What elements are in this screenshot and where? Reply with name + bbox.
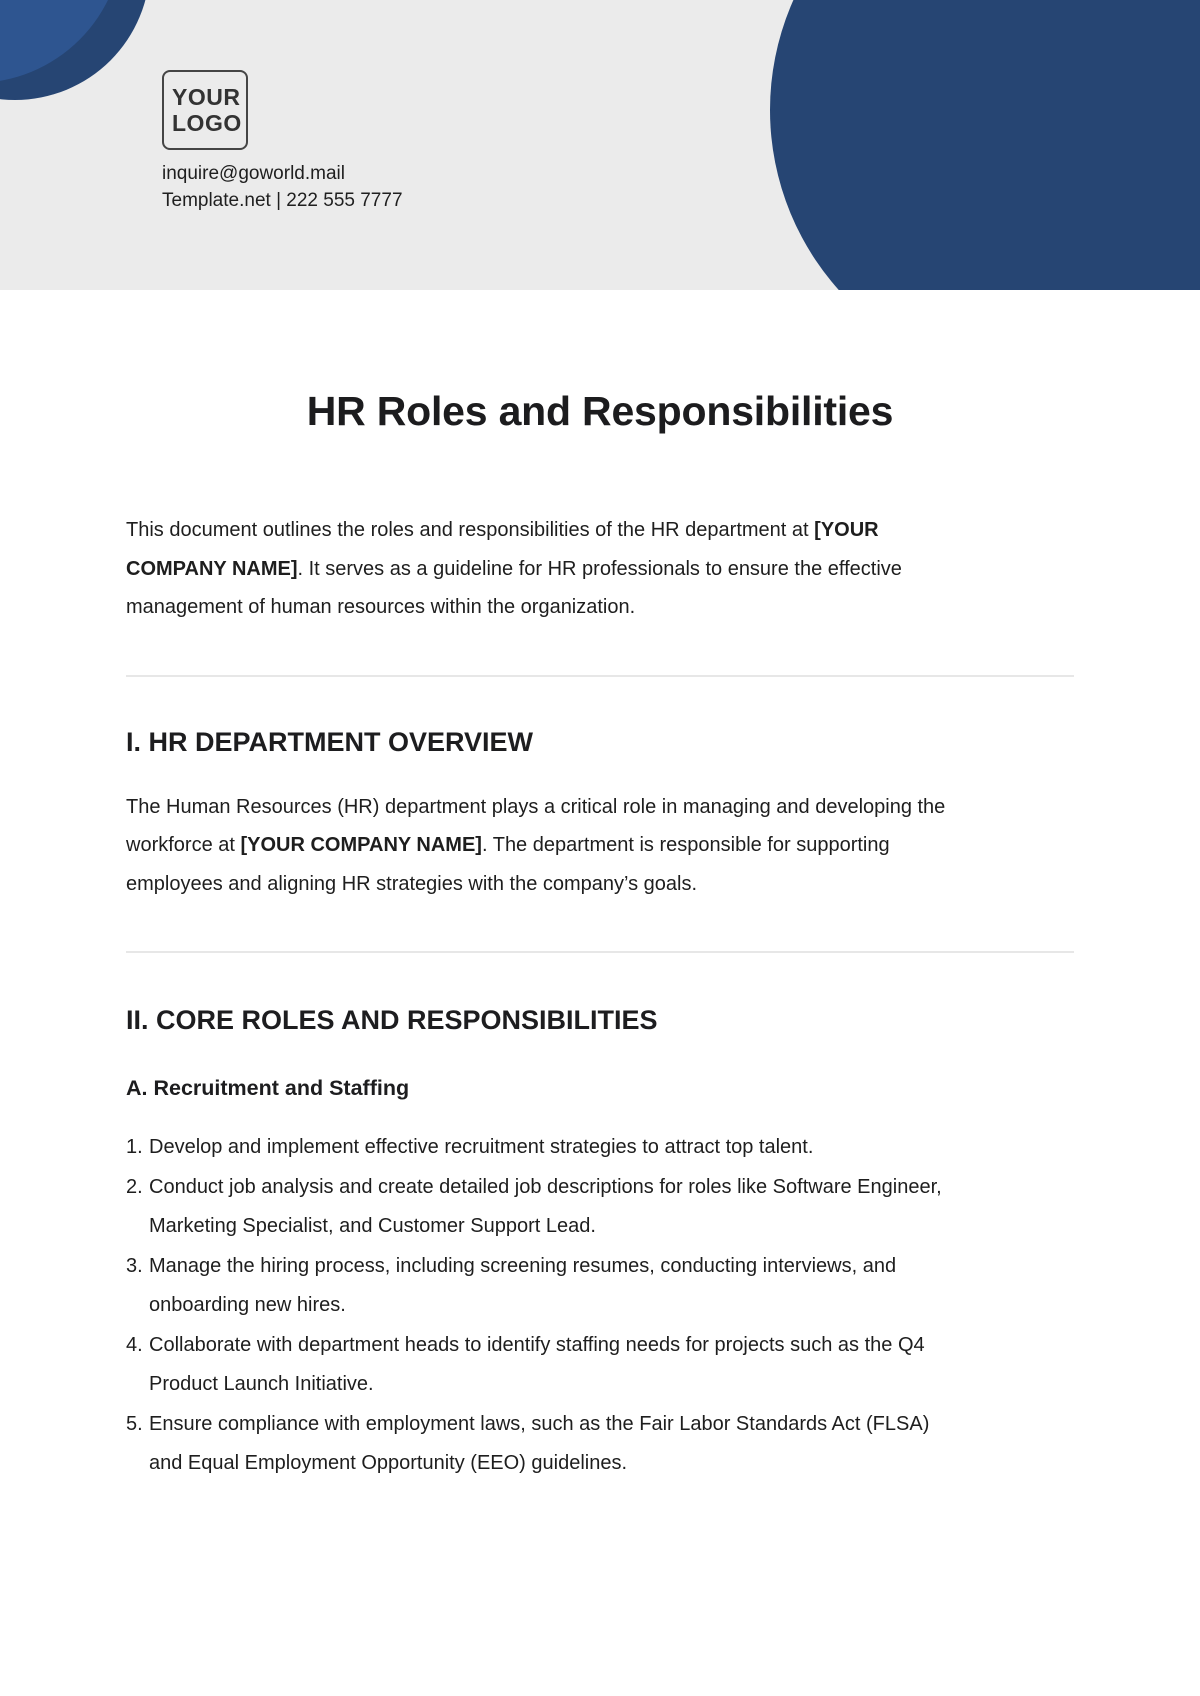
overview-paragraph: The Human Resources (HR) department plays a critical role in managing and developing the workforce at [YOUR COMPANY NAME]. The department is responsible for supporting employees and aligning HR strategies with the company’s goals.: [126, 795, 946, 895]
list-item: [126, 1326, 944, 1405]
section-divider: [126, 675, 1074, 677]
logo-placeholder: [162, 70, 248, 150]
subsection-heading-recruitment: A. Recruitment and Staffing: [126, 1076, 410, 1100]
list-item: [126, 1128, 944, 1168]
contact-email: inquire@goworld.mail: [162, 163, 345, 184]
section-heading-core-roles: II. CORE ROLES AND RESPONSIBILITIES: [126, 1005, 658, 1035]
contact-info: [162, 160, 403, 214]
recruitment-duties-list: [126, 1128, 1074, 1484]
list-item-text: Collaborate with department heads to identify staffing needs for projects such as the Q4 Product Launch Initiative.: [149, 1333, 925, 1395]
header-large-circle-decoration: [770, 0, 1200, 290]
section-hr-department-overview: [126, 724, 1074, 904]
section-core-roles: [126, 1002, 1074, 1484]
document-body: [0, 387, 1200, 1484]
logo-text-line1: YOUR: [172, 84, 241, 110]
list-item-number: 1.: [126, 1136, 143, 1158]
list-item-number: 2.: [126, 1175, 143, 1198]
list-item: [126, 1168, 944, 1247]
list-item-text: Ensure compliance with employment laws, such as the Fair Labor Standards Act (FLSA) and Equal Employment Opportunity (EEO) guidelines.: [149, 1412, 930, 1474]
list-item: [126, 1247, 944, 1326]
list-item-number: 3.: [126, 1254, 143, 1277]
list-item-text: Manage the hiring process, including screening resumes, conducting interviews, and onboarding new hires.: [149, 1254, 897, 1316]
list-item-text: Conduct job analysis and create detailed job descriptions for roles like Software Engineer, Marketing Specialist, and Customer Support Lead.: [149, 1175, 942, 1237]
page-title: HR Roles and Responsibilities: [306, 388, 894, 434]
list-item: [126, 1405, 944, 1484]
logo-text-line2: LOGO: [172, 110, 242, 136]
intro-paragraph: This document outlines the roles and responsibilities of the HR department at [YOUR COMPANY NAME]. It serves as a guideline for HR professionals to ensure the effective management of human resources within the organization.: [126, 519, 902, 618]
list-item-number: 5.: [126, 1412, 143, 1435]
list-item-text: Develop and implement effective recruitment strategies to attract top talent.: [149, 1136, 814, 1158]
contact-site-phone: Template.net | 222 555 7777: [162, 190, 403, 211]
page-header: [0, 0, 1200, 290]
list-item-number: 4.: [126, 1333, 143, 1356]
section-heading-overview: I. HR DEPARTMENT OVERVIEW: [126, 726, 534, 757]
section-divider: [126, 951, 1074, 953]
